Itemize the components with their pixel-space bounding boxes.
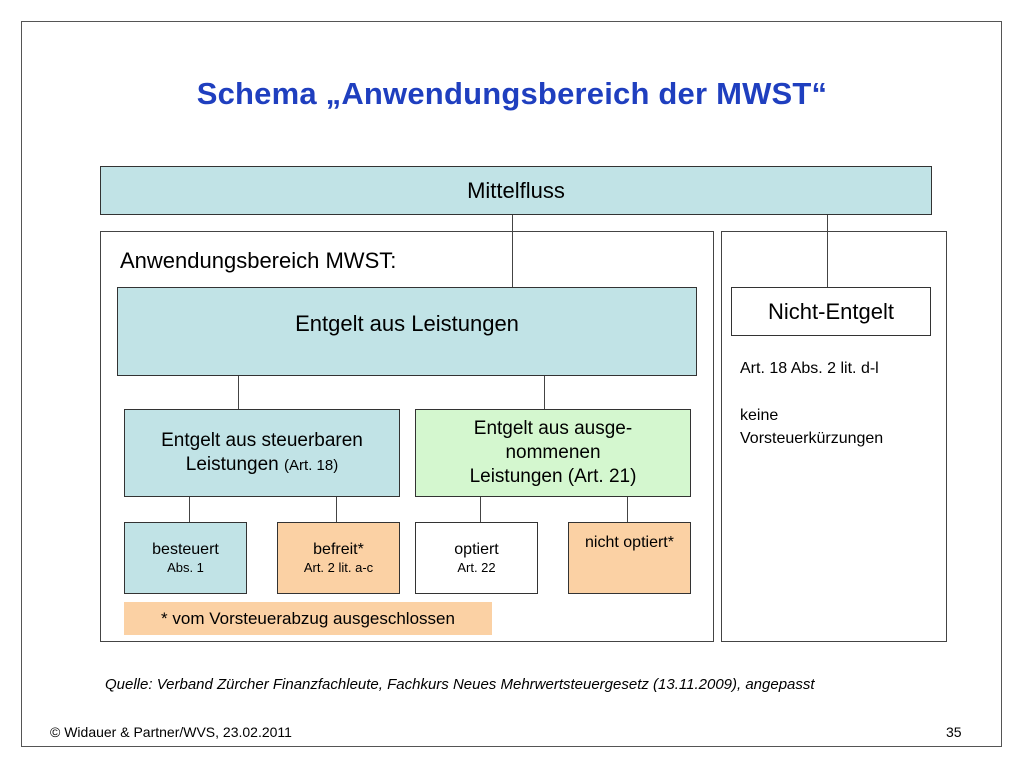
leaf-besteuert-label: besteuert xyxy=(152,540,219,558)
leaf-optiert xyxy=(415,522,538,594)
node-entgelt-aus-leistungen xyxy=(117,287,697,376)
leaf-befreit-ref: Art. 2 lit. a-c xyxy=(303,559,374,575)
page-number: 35 xyxy=(946,724,962,740)
nicht-entgelt-note-line2: Vorsteuerkürzungen xyxy=(740,430,884,447)
connector-entgelt-left xyxy=(238,376,239,409)
node-mittelfluss xyxy=(100,166,932,215)
node-steuerbare-leistungen xyxy=(124,409,400,497)
slide-title: Schema „Anwendungsbereich der MWST“ xyxy=(196,76,828,111)
footer-copyright: © Widauer & Partner/WVS, 23.02.2011 xyxy=(50,724,292,740)
leaf-besteuert-ref: Abs. 1 xyxy=(167,559,204,575)
scope-label: Anwendungsbereich MWST: xyxy=(120,248,397,273)
node-ausgenommene-leistungen xyxy=(415,409,691,497)
connector-top-left-inner xyxy=(512,231,513,288)
leaf-optiert-ref: Art. 22 xyxy=(457,559,496,575)
nicht-entgelt-note-line1: keine xyxy=(740,407,779,424)
connector-entgelt-right xyxy=(544,376,545,409)
leaf-optiert-label: optiert xyxy=(454,540,499,558)
node-entgelt-label: Entgelt aus Leistungen xyxy=(295,311,519,336)
leaf-nicht-optiert-label: nicht optiert* xyxy=(585,534,674,551)
node-nicht-entgelt xyxy=(731,287,931,336)
node-nicht-entgelt-label: Nicht-Entgelt xyxy=(768,298,894,324)
node-ausgenommene-line3: Leistungen (Art. 21) xyxy=(469,465,637,487)
node-steuerbare-ref: (Art. 18) xyxy=(284,457,339,474)
connector-besteuert xyxy=(189,497,190,522)
node-ausgenommene-line1: Entgelt aus ausge- xyxy=(473,418,633,440)
leaf-besteuert xyxy=(124,522,247,594)
connector-nicht-optiert xyxy=(627,497,628,522)
leaf-nicht-optiert xyxy=(568,522,691,594)
connector-top-right-inner xyxy=(827,231,828,288)
footnote-box xyxy=(124,602,492,635)
leaf-befreit-label: befreit* xyxy=(313,540,364,558)
connector-befreit xyxy=(336,497,337,522)
node-steuerbare-line2-text: Leistungen xyxy=(185,454,279,475)
node-mittelfluss-label: Mittelfluss xyxy=(467,177,565,203)
node-steuerbare-line1: Entgelt aus steuerbaren xyxy=(161,430,363,452)
source-citation: Quelle: Verband Zürcher Finanzfachleute, Fachkurs Neues Mehrwertsteuergesetz (13.11.2009), angepasst xyxy=(105,676,815,693)
leaf-befreit xyxy=(277,522,400,594)
footnote-text: * vom Vorsteuerabzug ausgeschlossen xyxy=(161,608,455,628)
node-ausgenommene-line2: nommenen xyxy=(505,442,601,464)
node-steuerbare-line2 xyxy=(186,453,338,477)
connector-optiert xyxy=(480,497,481,522)
nicht-entgelt-ref: Art. 18 Abs. 2 lit. d-l xyxy=(740,360,879,377)
